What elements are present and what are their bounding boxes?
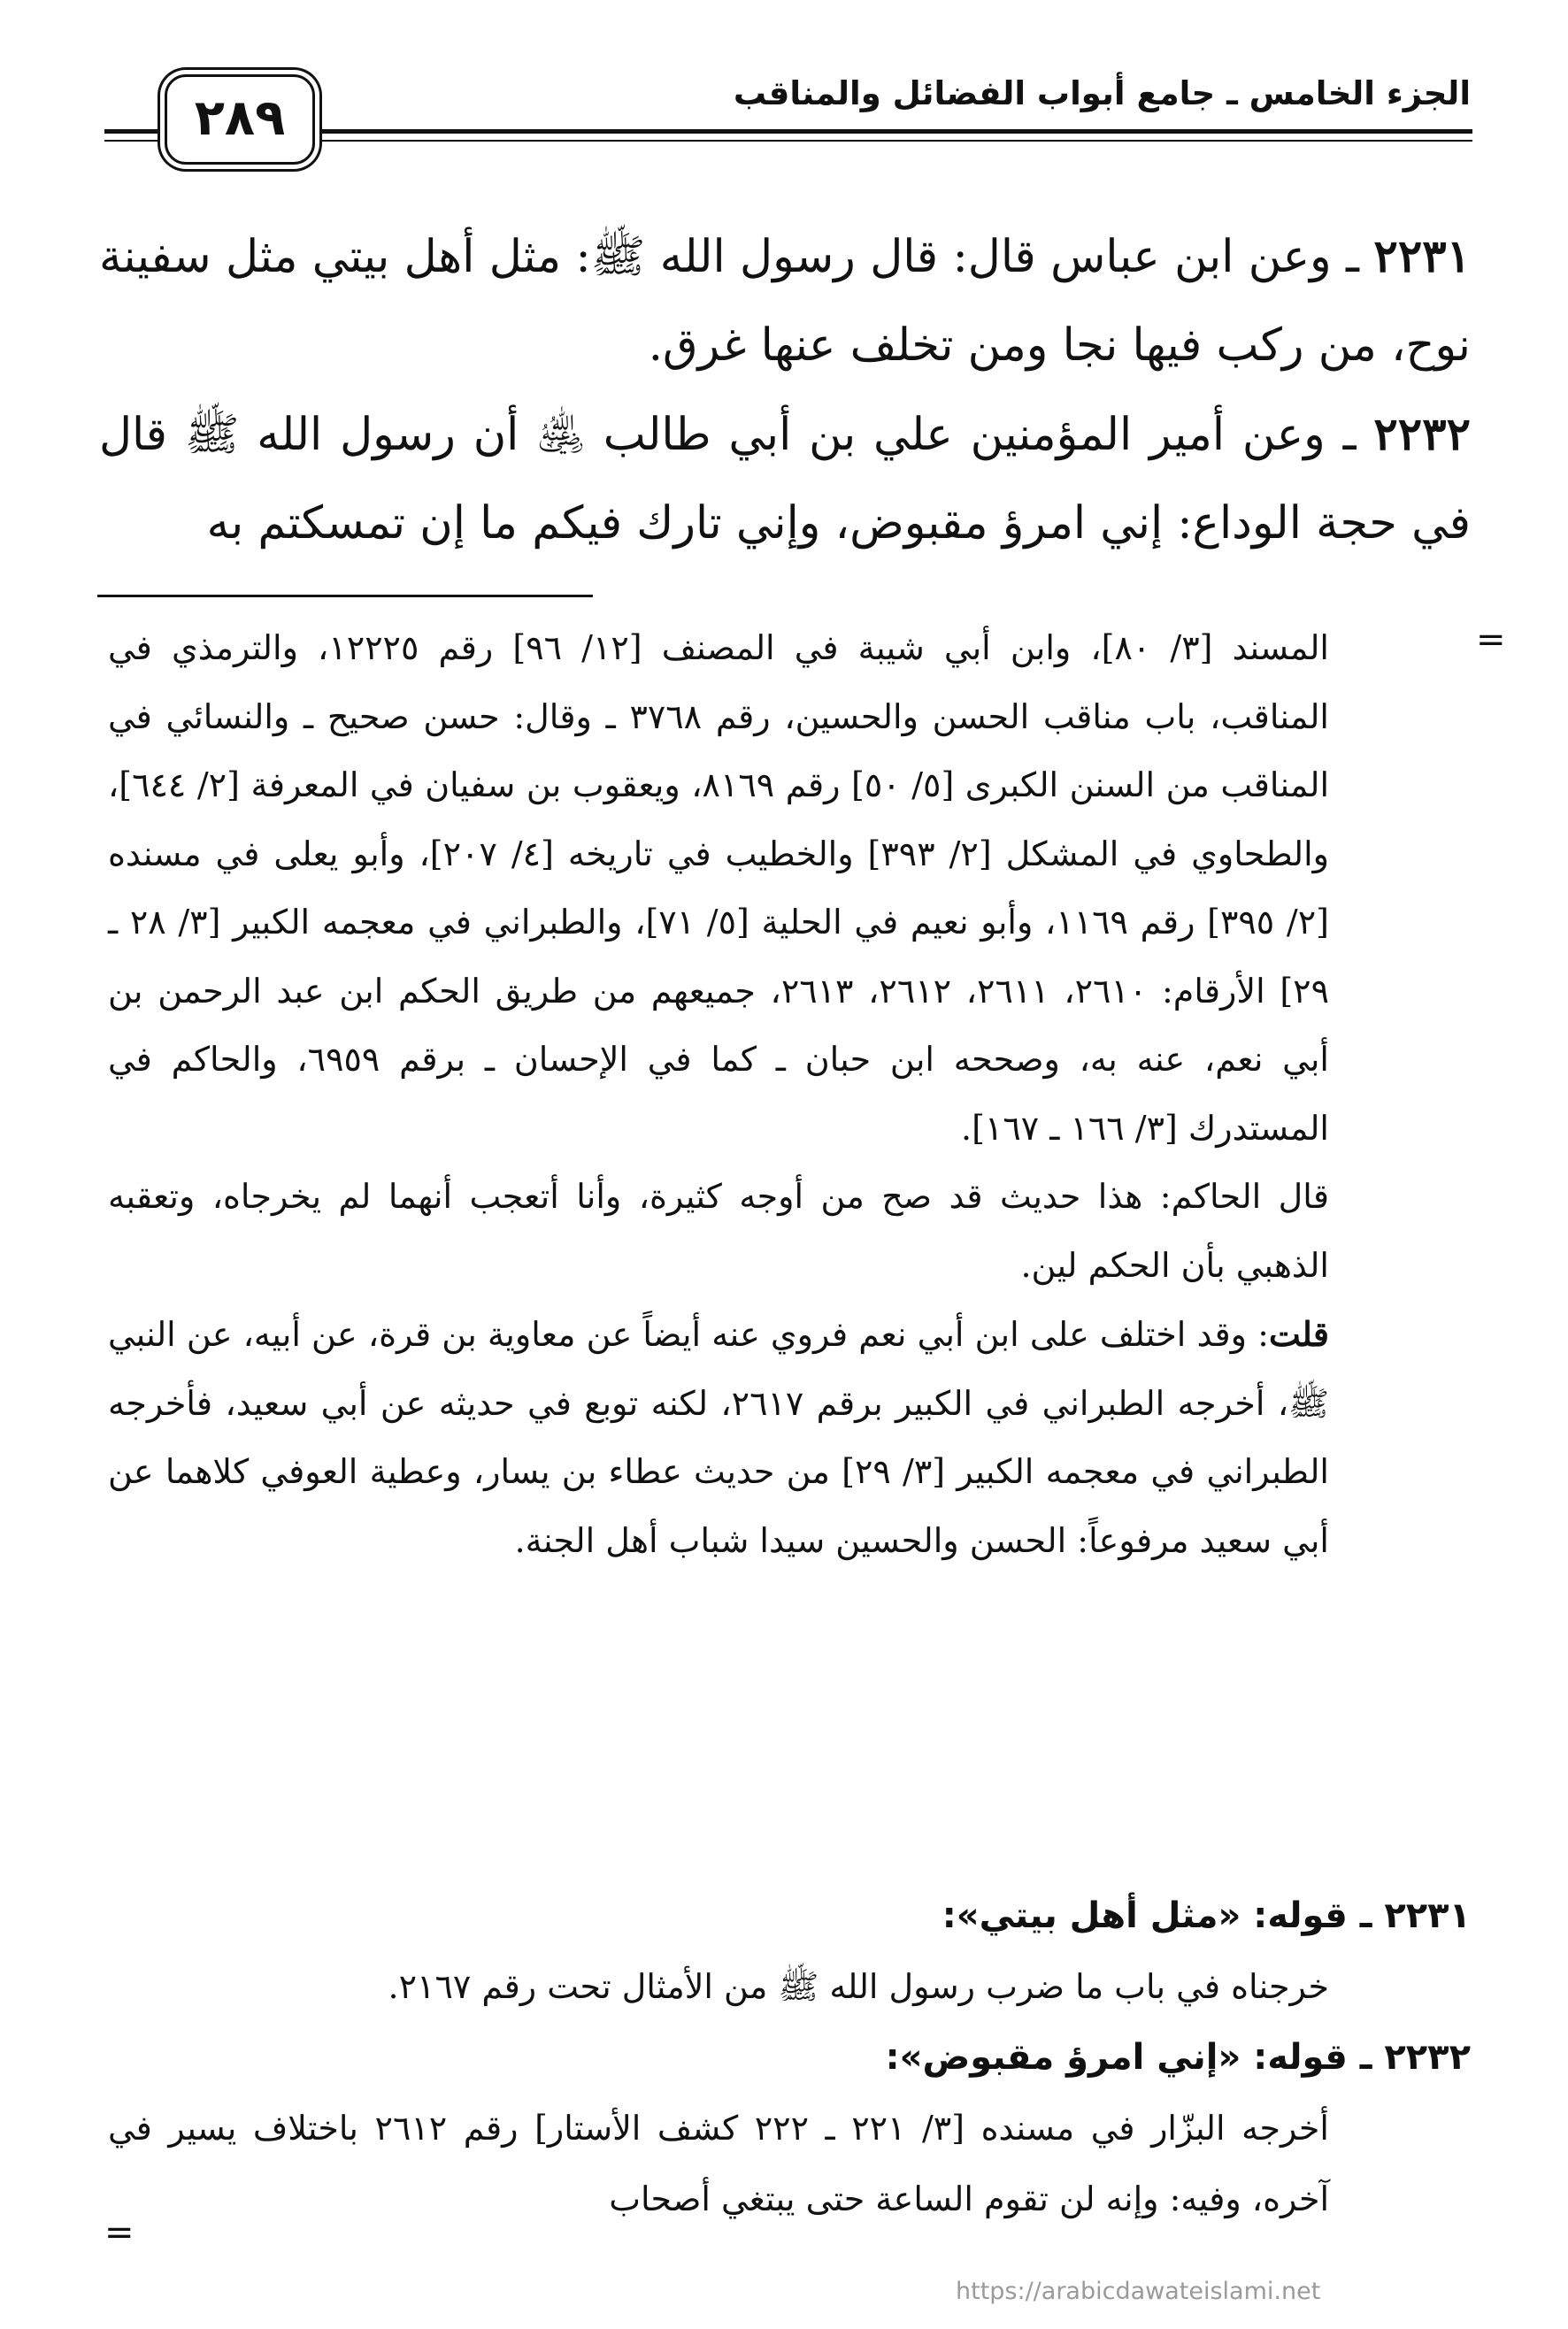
- page-number: ٢٨٩: [194, 89, 286, 147]
- hadith-text: ـ وعن أمير المؤمنين علي بن أبي طالب ﵁ أن رسول الله ﷺ قال في حجة الوداع: إني امرؤ مقبوض، وإني تارك فيكم ما إن تمسكتم به: [99, 409, 1471, 550]
- hadith-2231: [99, 212, 1471, 390]
- main-text: [99, 212, 1471, 568]
- footnote-lead-word: قلت: [1268, 1314, 1329, 1354]
- footnote-paragraph: [108, 1300, 1329, 1575]
- commentary-body: أخرجه البزّار في مسنده [٣/ ٢٢١ ـ ٢٢٢ كشف الأستار] رقم ٢٦١٢ باختلاف يسير في آخره، وفيه: وإنه لن تقوم الساعة حتى يبتغي أصحاب: [108, 2109, 1329, 2218]
- footnote-paragraph: المسند [٣/ ٨٠]، وابن أبي شيبة في المصنف [١٢/ ٩٦] رقم ١٢٢٢٥، والترمذي في المناقب، باب مناقب الحسن والحسين، رقم ٣٧٦٨ ـ وقال: حسن صحيح ـ والنسائي في المناقب من السنن الكبرى [٥/ ٥٠] رقم ٨١٦٩، ويعقوب بن سفيان في المعرفة [٢/ ٦٤٤]، والطحاوي في المشكل [٢/ ٣٩٣] والخطيب في تاريخه [٤/ ٢٠٧]، وأبو يعلى في مسنده [٢/ ٣٩٥] رقم ١١٦٩، وأبو نعيم في الحلية [٥/ ٧١]، والطبراني في معجمه الكبير [٣/ ٢٨ ـ ٢٩] الأرقام: ٢٦١٠، ٢٦١١، ٢٦١٢، ٢٦١٣، جميعهم من طريق الحكم ابن عبد الرحمن بن أبي نعم، عنه به، وصححه ابن حبان ـ كما في الإحسان ـ برقم ٦٩٥٩، والحاكم في المستدرك [٣/ ١٦٦ ـ ١٦٧].: [108, 628, 1330, 1148]
- footnotes: [108, 614, 1329, 1575]
- hadith-number: ٢٢٣٢: [1373, 408, 1471, 461]
- hadith-2232: [99, 390, 1471, 568]
- hadith-text: ـ وعن ابن عباس قال: قال رسول الله ﷺ: مثل أهل بيتي مثل سفينة نوح، من ركب فيها نجا ومن تخلف عنها غرق.: [99, 231, 1471, 372]
- footnote-text: : وقد اختلف على ابن أبي نعم فروي عنه أيضاً عن معاوية بن قرة، عن أبيه، عن النبي ﷺ، أخرجه الطبراني في الكبير برقم ٢٦١٧، لكنه توبع في حديثه عن أبي سعيد، فأخرجه الطبراني في معجمه الكبير [٣/ ٢٩] من حديث عطاء بن يسار، وعطية العوفي كلاهما عن أبي سعيد مرفوعاً: الحسن والحسين سيدا شباب أهل الجنة.: [108, 1315, 1329, 1560]
- footnote-separator-rule: [97, 595, 593, 597]
- commentary: [108, 1880, 1471, 2234]
- footnote-paragraph: قال الحاكم: هذا حديث قد صح من أوجه كثيرة، وأنا أتعجب أنهما لم يخرجاه، وتعقبه الذهبي بأن الحكم لين.: [108, 1177, 1329, 1285]
- commentary-heading: ٢٢٣٢ ـ قوله: «إني امرؤ مقبوض»:: [885, 2037, 1471, 2078]
- continuation-mark-bottom: =: [104, 2212, 135, 2253]
- watermark-url: https://arabicdawateislami.net: [956, 2278, 1321, 2305]
- page-number-frame: [165, 74, 315, 165]
- hadith-number: ٢٢٣١: [1373, 230, 1471, 283]
- commentary-body: خرجناه في باب ما ضرب رسول الله ﷺ من الأمثال تحت رقم ٢١٦٧.: [388, 1967, 1329, 2006]
- commentary-heading: ٢٢٣١ ـ قوله: «مثل أهل بيتي»:: [942, 1895, 1471, 1936]
- running-header-title: الجزء الخامس ـ جامع أبواب الفضائل والمناقب: [733, 74, 1471, 112]
- continuation-mark-top: =: [1476, 619, 1506, 660]
